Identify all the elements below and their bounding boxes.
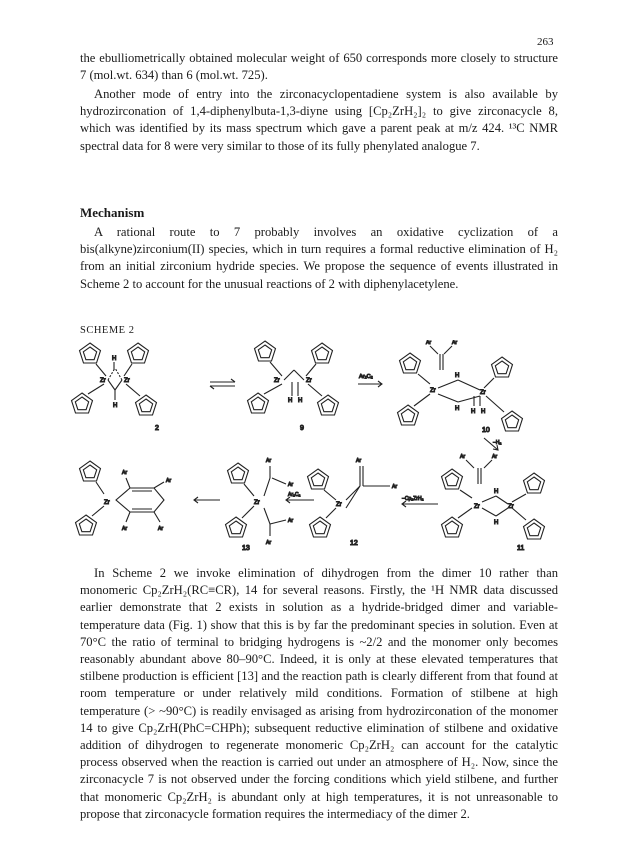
compound-number-9: 9 <box>300 425 304 432</box>
structure-11 <box>442 454 545 552</box>
structure-2 <box>72 343 160 432</box>
label-ar: Ar <box>460 454 465 460</box>
reaction-arrow <box>402 496 438 507</box>
label-h: H <box>494 520 499 526</box>
label-ar: Ar <box>452 340 457 346</box>
equilibrium-arrow <box>210 379 235 389</box>
reagent-label: Ar₂C₂ <box>359 374 373 380</box>
reaction-scheme <box>60 340 580 555</box>
label-ar: Ar <box>266 540 271 546</box>
label-h: H <box>494 489 499 495</box>
label-ar: Ar <box>166 478 171 484</box>
label-zr: Zr <box>274 378 280 384</box>
reaction-arrow <box>286 492 314 503</box>
scheme-drawing <box>60 340 580 555</box>
label-h: H <box>112 356 117 362</box>
label-ar: Ar <box>392 484 397 490</box>
label-ar: Ar <box>122 470 127 476</box>
reagent-label: −H₂ <box>493 440 502 446</box>
reaction-arrow <box>358 374 382 387</box>
label-zr: Zr <box>254 500 260 506</box>
label-ar: Ar <box>356 458 361 464</box>
label-zr: Zr <box>336 502 342 508</box>
label-h: H <box>288 398 293 404</box>
paragraph-3: A rational route to 7 probably involves an oxidative cyclization of a bis(alkyne)zirconium(II) species, which in turn requires a formal reductive elimination of H₂ from an initial zirconium hydride species. We propose the sequence of events illustrated in Scheme 2 to account for the unusual reactions of 2 with diphenylacetylene. <box>80 225 558 291</box>
compound-number-13: 13 <box>242 545 250 552</box>
compound-number-11: 11 <box>517 545 525 552</box>
label-h: H <box>481 409 486 415</box>
label-zr: Zr <box>480 390 486 396</box>
structure-9 <box>248 341 339 432</box>
section-heading: Mechanism <box>80 205 145 220</box>
label-ar: Ar <box>288 482 293 488</box>
reagent-label: −Cp₂ZrH₂ <box>402 496 424 502</box>
structure-10 <box>398 340 523 434</box>
reaction-arrow <box>194 497 220 503</box>
label-ar: Ar <box>426 340 431 346</box>
label-h: H <box>298 398 303 404</box>
structure-zirconacycle <box>76 461 172 535</box>
label-zr: Zr <box>474 504 480 510</box>
label-h: H <box>455 406 460 412</box>
label-zr: Zr <box>100 378 106 384</box>
paragraph-2: Another mode of entry into the zirconacyclopentadiene system is also available by hydrozirconation of 1,4-diphenylbuta-1,3-diyne using [Cp₂ZrH₂]₂ to give zirconacycle 8, which was identified by its mass spectrum which gave a parent peak at m/z 424. ¹³C NMR spectral data for 8 were very similar to those of its fully phenylated analogue 7. <box>80 87 558 153</box>
label-h: H <box>471 409 476 415</box>
scheme-label: SCHEME 2 <box>80 325 135 336</box>
paragraph-1: the ebulliometrically obtained molecular weight of 650 corresponds more closely to structure 7 (mol.wt. 634) than 6 (mol.wt. 725). <box>80 51 558 83</box>
compound-number-2: 2 <box>155 425 159 432</box>
label-ar: Ar <box>122 526 127 532</box>
label-zr: Zr <box>508 504 514 510</box>
label-zr: Zr <box>104 500 110 506</box>
label-ar: Ar <box>158 526 163 532</box>
label-zr: Zr <box>124 378 130 384</box>
compound-number-10: 10 <box>482 427 490 434</box>
structure-13 <box>226 458 294 552</box>
page-number: 263 <box>537 36 554 48</box>
compound-number-12: 12 <box>350 540 358 547</box>
structure-12 <box>308 458 398 547</box>
label-ar: Ar <box>266 458 271 464</box>
label-ar: Ar <box>288 518 293 524</box>
label-h: H <box>113 403 118 409</box>
label-ar: Ar <box>492 454 497 460</box>
reagent-label: Ar₂C₂ <box>288 492 301 498</box>
label-zr: Zr <box>306 378 312 384</box>
reaction-arrow-down <box>484 438 502 450</box>
label-zr: Zr <box>430 388 436 394</box>
paragraph-4: In Scheme 2 we invoke elimination of dihydrogen from the dimer 10 rather than monomeric Cp₂ZrH₂(RC≡CR), 14 for several reasons. Firstly, the ¹H NMR data discussed earlier demonstrate that 2 exists in solution as a hydride-bridged dimer and variable-temperature data (Fig. 1) show that this is by far the predominant species in solution. Even at 70°C the ratio of terminal to bridging hydrogens is ~2/2 and the monomer only becomes reasonably abundant above 80–90°C. Indeed, it is only at these elevated temperatures that stilbene production is efficient [13] and the reaction path is clearly different from that found at room temperature or under relatively mild conditions. Formation of stilbene at high temperature (> ~90°C) is readily envisaged as arising from hydrozirconation of the monomer 14 to give Cp₂ZrH(PhC=CHPh); subsequent reductive elimination of stilbene and oxidative addition of dihydrogen to regenerate monomeric Cp₂ZrH₂ can account for the catalytic process observed when the reaction is carried out under an atmosphere of H₂. Now, since the zirconacycle 7 is not observed under the forcing conditions which yield stilbene, and further that monomeric Cp₂ZrH₂ is abundant only at high temperatures, it is not unreasonable to propose that zirconacycle formation requires the intermediacy of the dimer 2. <box>80 566 558 821</box>
label-h: H <box>455 373 460 379</box>
